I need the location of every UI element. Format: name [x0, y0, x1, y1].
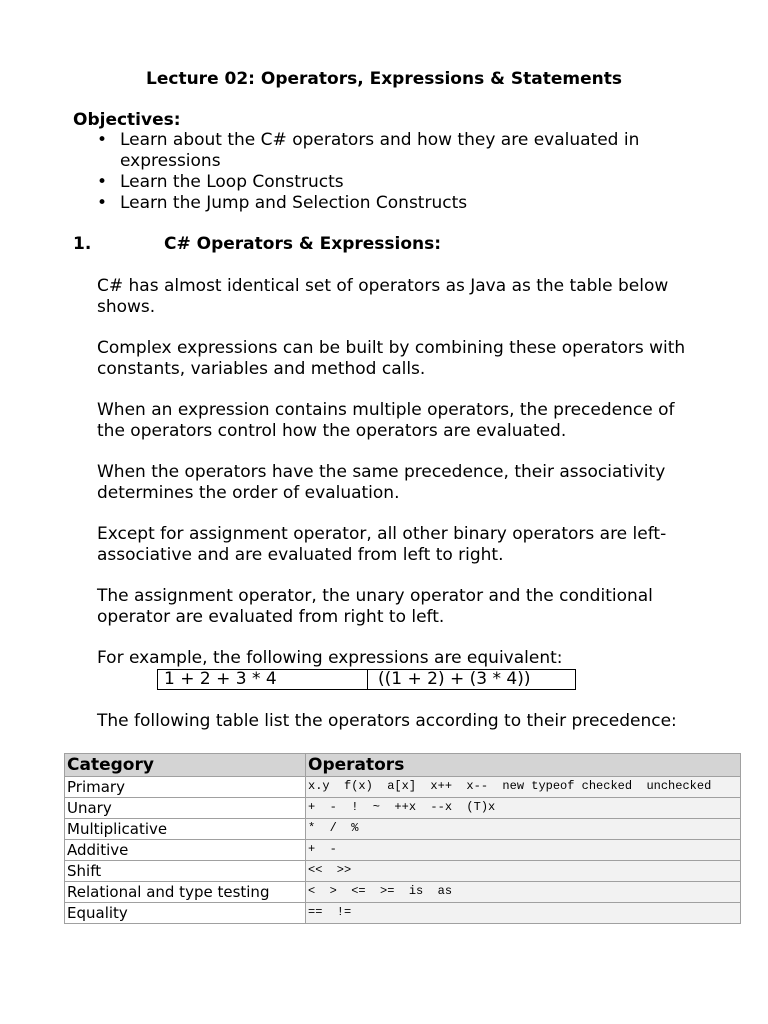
table-row [65, 798, 741, 819]
example-table [157, 669, 576, 690]
category-cell: Additive [65, 840, 306, 861]
example-expression-2: ((1 + 2) + (3 * 4)) [368, 670, 576, 690]
table-row [65, 882, 741, 903]
paragraph: The assignment operator, the unary operator and the conditional operator are evaluated from right to left. [97, 586, 653, 627]
category-cell: Equality [65, 903, 306, 924]
operators-cell: == != [306, 903, 741, 924]
table-row [65, 840, 741, 861]
operators-cell: < > <= >= is as [306, 882, 741, 903]
precedence-table [64, 753, 741, 924]
list-item: • Learn the Jump and Selection Constructs [97, 193, 697, 214]
objectives-list [97, 130, 697, 214]
table-row [65, 777, 741, 798]
category-cell: Relational and type testing [65, 882, 306, 903]
paragraph: For example, the following expressions are equivalent: [97, 648, 563, 668]
paragraph: C# has almost identical set of operators as Java as the table below shows. [97, 276, 669, 317]
example-expression-1: 1 + 2 + 3 * 4 [158, 670, 368, 690]
column-header-category: Category [65, 754, 306, 777]
category-cell: Unary [65, 798, 306, 819]
table-intro: The following table list the operators according to their precedence: [97, 711, 677, 731]
category-cell: Shift [65, 861, 306, 882]
section-title: C# Operators & Expressions: [164, 234, 442, 254]
table-row [65, 903, 741, 924]
table-row [65, 819, 741, 840]
operators-cell: << >> [306, 861, 741, 882]
column-header-operators: Operators [306, 754, 741, 777]
operators-cell: x.y f(x) a[x] x++ x-- new typeof checked unchecked [306, 777, 741, 798]
section-number: 1. [73, 234, 92, 254]
page-title: Lecture 02: Operators, Expressions & Statements [146, 69, 622, 89]
operators-cell: + - ! ~ ++x --x (T)x [306, 798, 741, 819]
list-item: • Learn about the C# operators and how they are evaluated in expressions [97, 130, 697, 172]
paragraph: When the operators have the same precedence, their associativity determines the order of evaluation. [97, 462, 666, 503]
operators-cell: * / % [306, 819, 741, 840]
paragraph: When an expression contains multiple operators, the precedence of the operators control how the operators are evaluated. [97, 400, 675, 441]
paragraph: Complex expressions can be built by combining these operators with constants, variables and method calls. [97, 338, 686, 379]
operators-cell: + - [306, 840, 741, 861]
objectives-heading: Objectives: [73, 110, 181, 130]
section-heading [73, 234, 441, 255]
list-item: • Learn the Loop Constructs [97, 172, 697, 193]
paragraph: Except for assignment operator, all other binary operators are left-associative and are evaluated from left to right. [97, 524, 667, 565]
category-cell: Multiplicative [65, 819, 306, 840]
table-row [65, 861, 741, 882]
category-cell: Primary [65, 777, 306, 798]
